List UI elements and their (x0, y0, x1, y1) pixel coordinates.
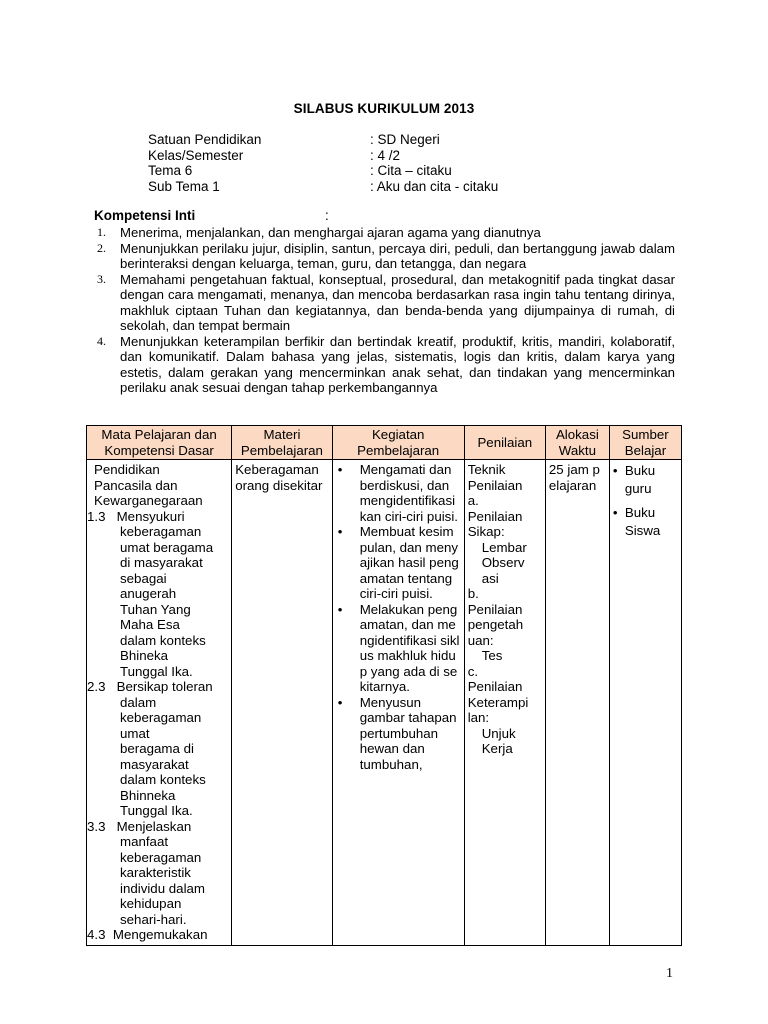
kd-item-head (87, 509, 228, 525)
list-item (336, 695, 461, 773)
list-item (336, 602, 461, 695)
meta-row-kelas (148, 148, 498, 164)
header-line: Waktu (558, 442, 596, 458)
penilaian-line: lan: (467, 710, 490, 725)
kd-item-head (87, 927, 228, 943)
header-line: Kompetensi Dasar (104, 442, 214, 458)
penilaian-line: Teknik (467, 462, 506, 477)
kd-first-line: Mengemukakan (112, 927, 208, 942)
kd-line: keberagaman (120, 710, 202, 725)
meta-label: Satuan Pendidikan (148, 132, 262, 147)
header-line: Pembelajaran (240, 442, 323, 458)
kompetensi-inti-list (0, 225, 768, 396)
header-sumber (609, 426, 681, 460)
page-number: 1 (666, 966, 673, 981)
header-line: Belajar (624, 442, 667, 458)
meta-label: Tema 6 (148, 163, 193, 178)
kegiatan-text: Mengamati dan berdiskusi, dan mengidentifikasikan ciri-ciri puisi. (359, 462, 458, 524)
kd-line: Tunggal Ika. (120, 663, 193, 679)
list-item (336, 524, 461, 602)
meta-label: Sub Tema 1 (148, 178, 220, 194)
cell-kompetensi-dasar (87, 460, 232, 946)
penilaian-line: Penilaian (467, 601, 523, 617)
table-header-row (87, 426, 682, 460)
meta-value: : SD Negeri (370, 132, 440, 147)
kegiatan-text: Melakukan pengamatan, dan mengidentifikasi siklus makhluk hidup yang ada di sekitarnya. (359, 601, 460, 694)
penilaian-line: Keterampi (467, 694, 529, 710)
alokasi-text: 25 jam pelajaran (548, 462, 600, 493)
header-penilaian (464, 426, 545, 460)
sumber-text: Buku Siswa (624, 505, 661, 538)
bullet-icon: • (337, 694, 343, 710)
penilaian-value: Tes (481, 648, 503, 663)
penilaian-line: uan: (467, 632, 494, 648)
kd-line: individu dalam (120, 880, 206, 896)
penilaian-value: Lembar (481, 539, 527, 555)
kd-number: 4.3 (87, 927, 106, 942)
kd-line: beragama di (120, 741, 194, 756)
ki-number: 3. (97, 271, 106, 286)
meta-value: : 4 /2 (370, 147, 401, 163)
bullet-icon: • (337, 524, 343, 539)
penilaian-marker: a. (467, 493, 479, 508)
ki-number: 2. (97, 240, 106, 255)
penilaian-value: Unjuk (481, 725, 516, 741)
penilaian-line: pengetah (467, 617, 524, 632)
penilaian-marker: b. (467, 586, 479, 601)
kd-line: keberagaman (120, 849, 202, 865)
ki-number: 4. (97, 333, 106, 348)
kd-line: di masyarakat (120, 555, 203, 570)
kd-subject-line: Pendidikan (94, 462, 160, 477)
bullet-icon: • (337, 601, 343, 617)
materi-text: Keberagaman orang disekitar (235, 462, 323, 493)
bullet-icon: • (337, 462, 343, 477)
header-line: Materi (263, 427, 301, 442)
kd-line: masyarakat (120, 756, 189, 772)
list-item (613, 504, 678, 540)
cell-penilaian (464, 460, 545, 946)
penilaian-line: Sikap: (467, 524, 505, 539)
sumber-list (613, 462, 678, 540)
kd-subject-line: Pancasila dan (94, 477, 178, 493)
kd-line: Tuhan Yang (120, 601, 191, 617)
list-item (613, 462, 678, 498)
ki-text: Menunjukkan keterampilan berfikir dan bertindak kreatif, produktif, kritis, mandiri, kolaboratif, dan komunikatif. Dalam bahasa yang jelas, sistematis, logis dan kritis, dalam karya yang estetis, dalam gerakan yang mencerminkan anak sehat, dan tindakan yang mencerminkan perilaku anak sesuai dengan tahap perkembangannya (120, 333, 675, 395)
kd-line: Bhineka (120, 648, 169, 663)
kd-subject-line: Kewarganegaraan (94, 493, 203, 508)
ki-item (0, 334, 675, 396)
penilaian-line: Penilaian (467, 477, 523, 493)
penilaian-value: asi (481, 570, 499, 586)
header-kegiatan (332, 426, 464, 460)
kegiatan-list (336, 462, 461, 772)
kd-number: 3.3 (87, 818, 106, 834)
meta-label: Kelas/Semester (148, 147, 244, 163)
kd-line: sebagai (120, 570, 167, 586)
kd-number: 1.3 (87, 508, 106, 524)
kd-line: dalam (120, 694, 157, 710)
kd-line: kehidupan (120, 896, 182, 911)
kd-line: umat beragama (120, 539, 214, 555)
kd-line: anugerah (120, 586, 177, 601)
kd-item-head (87, 679, 228, 695)
table-row (87, 460, 682, 946)
kd-line: dalam konteks (120, 632, 206, 648)
kompetensi-inti-heading: Kompetensi Inti (94, 208, 196, 223)
bullet-icon: • (612, 463, 618, 478)
kd-line: Maha Esa (120, 617, 180, 632)
cell-alokasi (545, 460, 609, 946)
kd-line: dalam konteks (120, 772, 206, 787)
kd-item-head (87, 819, 228, 835)
kompetensi-inti-colon: : (325, 208, 329, 223)
ki-number: 1. (97, 225, 106, 239)
kd-content (87, 462, 228, 943)
header-line: Pembelajaran (357, 442, 440, 458)
penilaian-marker: c. (467, 663, 479, 679)
cell-sumber (609, 460, 681, 946)
kegiatan-text: Membuat kesimpulan, dan menyajikan hasil pengamatan tentang ciri-ciri puisi. (359, 524, 459, 601)
kd-line: sehari-hari. (120, 911, 187, 927)
header-line: Penilaian (477, 434, 533, 450)
ki-item (0, 225, 675, 241)
kd-first-line: Menjelaskan (116, 818, 192, 834)
ki-text: Menunjukkan perilaku jujur, disiplin, santun, percaya diri, peduli, dan bertanggung jawab dalam berinteraksi dengan keluarga, teman, guru, dan tetangga, dan negara (120, 240, 675, 271)
list-item (336, 462, 461, 524)
page-title: SILABUS KURIKULUM 2013 (293, 101, 475, 116)
ki-text: Memahami pengetahuan faktual, konseptual, prosedural, dan metakognitif pada tingkat dasar dengan cara mengamati, menanya, dan mencoba berdasarkan rasa ingin tahu tentang dirinya, makhluk ciptaan Tuhan dan kegiatannya, dan benda-benda yang dijumpainya di rumah, di sekolah, dan tempat bermain (120, 271, 675, 333)
header-line: Mata Pelajaran dan (101, 427, 217, 442)
header-materi (232, 426, 333, 460)
header-alokasi (545, 426, 609, 460)
cell-kegiatan (332, 460, 464, 946)
kd-line: karakteristik (120, 865, 191, 880)
kd-number: 2.3 (87, 679, 106, 694)
kd-first-line: Mensyukuri (116, 508, 185, 524)
ki-text: Menerima, menjalankan, dan menghargai ajaran agama yang dianutnya (120, 225, 541, 240)
ki-item (0, 241, 675, 272)
penilaian-value: Kerja (481, 741, 513, 756)
meta-value: : Cita – citaku (370, 163, 452, 178)
syllabus-meta (148, 132, 498, 194)
header-line: Kegiatan (371, 427, 425, 442)
kd-line: Tunggal Ika. (120, 803, 193, 818)
header-kompetensi-dasar (87, 426, 232, 460)
kd-line: Bhinneka (120, 787, 176, 803)
meta-value: : Aku dan cita - citaku (370, 178, 499, 194)
kd-line: manfaat (120, 834, 169, 849)
header-line: Sumber (622, 427, 669, 442)
penilaian-line: Penilaian (467, 679, 523, 694)
meta-row-tema (148, 163, 498, 179)
bullet-icon: • (612, 505, 618, 520)
ki-item (0, 272, 675, 334)
syllabus-table (86, 425, 682, 946)
header-line: Alokasi (555, 427, 599, 442)
penilaian-value: Observ (481, 555, 525, 570)
kd-line: keberagaman (120, 524, 202, 539)
kd-first-line: Bersikap toleran (116, 679, 213, 694)
kd-line: umat (120, 725, 150, 741)
meta-row-subtema (148, 179, 498, 195)
penilaian-line: Penilaian (467, 508, 523, 524)
cell-materi (232, 460, 333, 946)
kegiatan-text: Menyusun gambar tahapan pertumbuhan hewan dan tumbuhan, (359, 694, 457, 772)
sumber-text: Buku guru (624, 463, 656, 496)
meta-row-satuan (148, 132, 498, 148)
